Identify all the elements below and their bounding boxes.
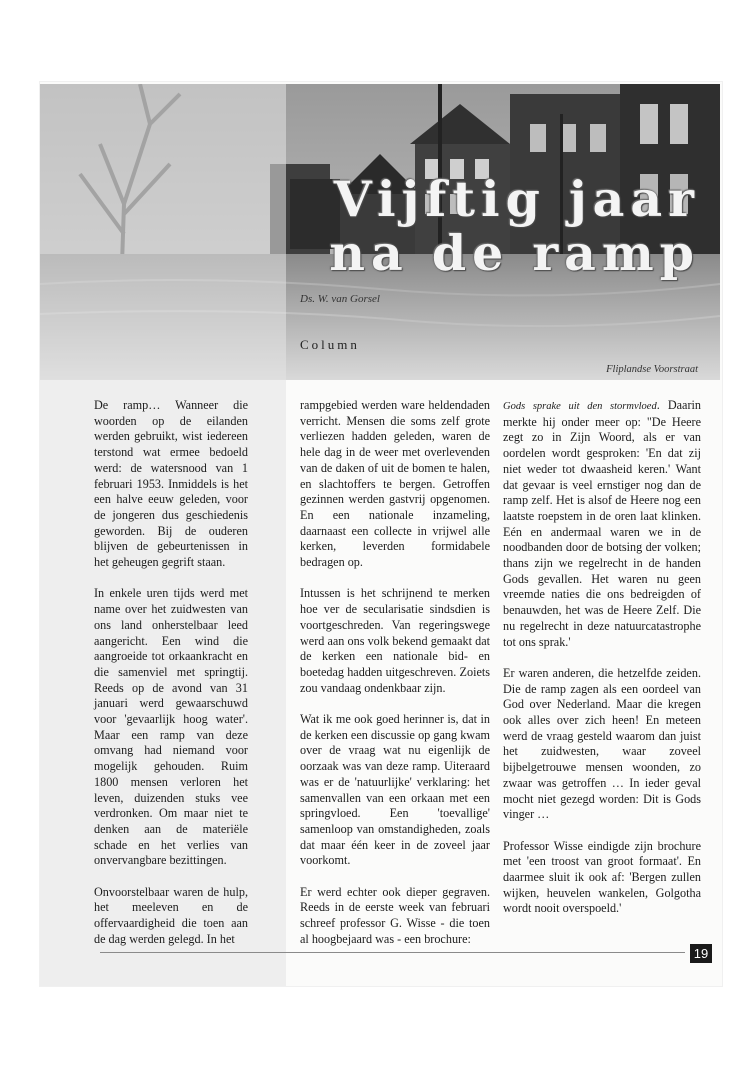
paragraph — [503, 398, 701, 650]
article-title — [300, 172, 700, 280]
paragraph: In enkele uren tijds werd met name over het zuidwesten van ons land onherstelbaar leed aangericht. Een wind die aangroeide tot orkaankracht en die samenviel met springtij. Reeds op de avond van 31 januari werd gewaarschuwd voor 'gevaarlijk hoog water'. Maar een ramp van deze omvang had niemand voor mogelijk gehouden. Ruim 1800 mensen verloren het leven, duizenden stuks vee verdronken. Om maar niet te denken aan de materiële schade en het verlies van onvervangbare bezittingen. — [94, 586, 248, 868]
page-number: 19 — [690, 944, 712, 963]
text-column-3 — [503, 398, 701, 933]
paragraph: Onvoorstelbaar waren de hulp, het meeleven en de offervaardigheid die toen aan de dag werden gelegd. In het — [94, 884, 248, 946]
text-column-1 — [94, 398, 248, 963]
paragraph: Professor Wisse eindigde zijn brochure met 'een troost van groot formaat'. En daarmee sluit ik ook af: 'Bergen zullen wijken, heuvelen wankelen, Golgotha wordt nooit overspoeld.' — [503, 838, 701, 916]
author-byline: Ds. W. van Gorsel — [300, 293, 380, 305]
title-line-1: Vijftig jaar — [333, 170, 700, 228]
paragraph: Intussen is het schrijnend te merken hoe ver de secularisatie sindsdien is voortgeschreden. Van regeringswege werd aan ons volk bekend gemaakt dat de kerken een nationale bid- en boetedag hadden uitgeschreven. Zoiets zou vandaag ondenkbaar zijn. — [300, 586, 490, 695]
text-column-2 — [300, 398, 490, 963]
brochure-title: Gods sprake uit den stormvloed — [503, 401, 657, 412]
paragraph-text: . Daarin merkte hij onder meer op: "De Heere zegt zo in Zijn Woord, als er van oordelen wordt gesproken: 'En dat zij niet weder tot dwaasheid keren.' Want dat gevaar is veel ernstiger nog dan de ramp zelf. Het is alsof de Heere nog een laatste roepstem in de oren laat klinken. Eén en andermaal waren we in de noodbanden door de botsing der volken; thans zijn we regelrecht in de handen Gods gevallen. Het waren nu geen vreemde naties die ons bedreigden of benauwden, het was de Heere Zelf. Die nu regelrecht in deze natuurcatastrophe tot ons sprak.' — [503, 398, 701, 649]
paragraph: rampgebied werden ware heldendaden verricht. Mensen die soms zelf grote verliezen hadden geleden, waren de hele dag in de weer met overlevenden van de daken of uit de bomen te halen, en slachtoffers te bergen. Getroffen gezinnen werden gastvrij opgenomen. En een nationale inzameling, daarnaast een collecte in vrijwel alle kerken, leverden formidabele bedragen op. — [300, 398, 490, 570]
paragraph: Er werd echter ook dieper gegraven. Reeds in de eerste week van februari schreef professor G. Wisse - die toen al hoogbejaard was - een brochure: — [300, 884, 490, 946]
paragraph: De ramp… Wanneer die woorden op de eilanden werden gebruikt, wist iedereen terstond wat ermee bedoeld werd: de watersnood van 1 februari 1953. Inmiddels is het een halve eeuw geleden, voor de jongeren dus geschiedenis geworden. Bij de ouderen blijven de gebeurtenissen in het geheugen gegrift staan. — [94, 398, 248, 570]
section-label: Column — [300, 337, 360, 352]
paragraph: Er waren anderen, die hetzelfde zeiden. Die de ramp zagen als een oordeel van God over Nederland. Maar die kregen ook alles over zich heen! En meteen werd de vraag gesteld waarom dan juist het zuidwesten, waar zoveel bijbelgetrouwe mensen woonden, zo zwaar was getroffen … In ieder geval mocht niet gezegd worden: Dit is Gods vinger … — [503, 665, 701, 822]
title-line-2: na de ramp — [329, 224, 700, 282]
paragraph: Wat ik me ook goed herinner is, dat in de kerken een discussie op gang kwam over de vraag wat nu eigenlijk de oorzaak was van deze ramp. Uiteraard was er de 'natuurlijke' verklaring: het samenvallen van een orkaan met een springvloed. Een 'toevallige' samenloop van omstandigheden, zoals dat maar één keer in de zoveel jaar voorkomt. — [300, 712, 490, 868]
photo-caption: Fliplandse Voorstraat — [606, 364, 698, 375]
footer-rule — [100, 952, 685, 953]
